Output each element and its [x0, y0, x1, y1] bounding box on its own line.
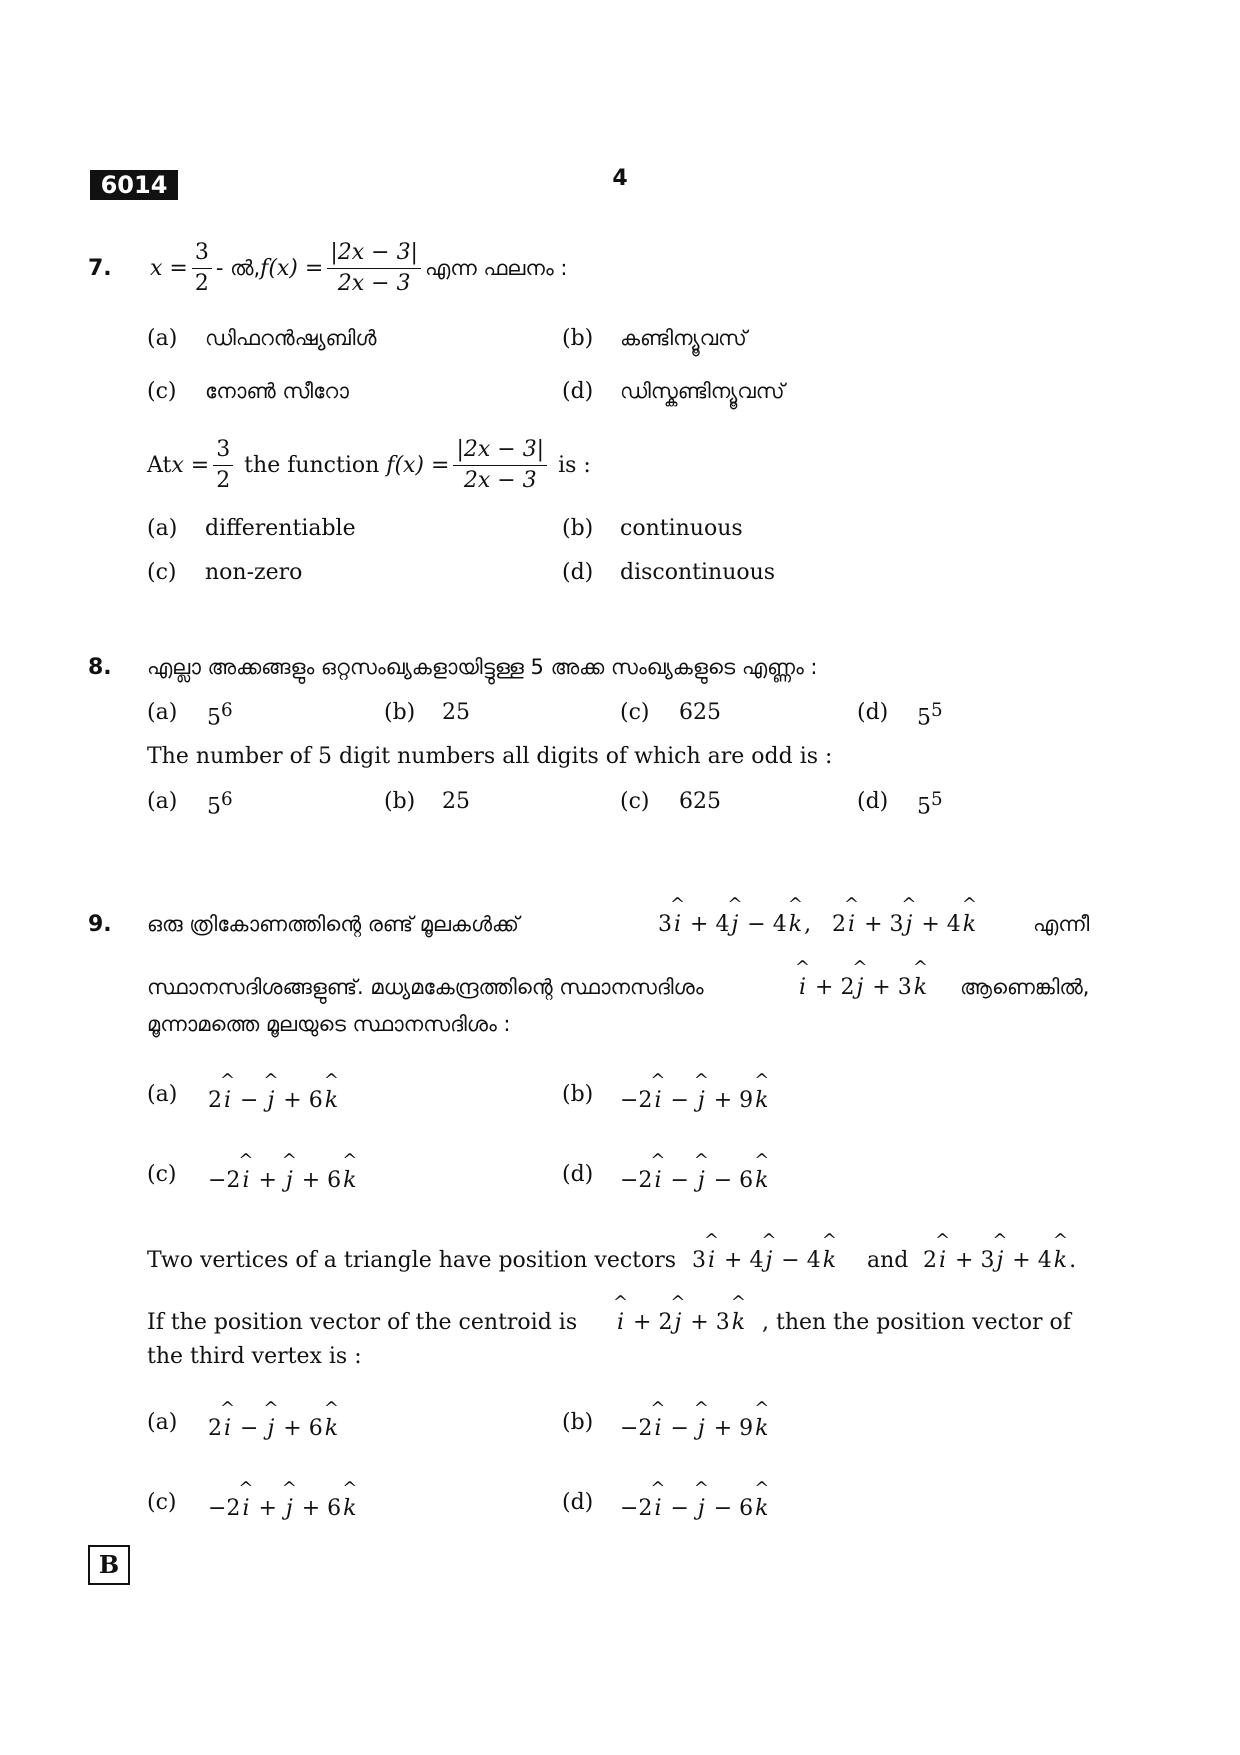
hat-k: ^ k — [753, 1088, 770, 1113]
q7-en-fx: f(x) = — [386, 452, 450, 478]
q8-ml-option-a-sup: 6 — [221, 700, 233, 721]
hat-j: ^ j — [696, 1496, 707, 1521]
page-number: 4 — [612, 166, 628, 191]
hat-i: ^ i — [222, 1416, 233, 1441]
q8-ml-option-c-label: (c) — [620, 700, 650, 725]
hat-k: ^ k — [912, 975, 929, 1000]
hat-j: ^ j — [763, 1248, 774, 1273]
q8-en-option-d — [917, 789, 943, 819]
hat-i: ^ i — [846, 912, 857, 937]
hat-i: ^ i — [615, 1310, 626, 1335]
q7-ml-option-d-label: (d) — [562, 379, 594, 404]
q9-ml-centroid: ^ i + 2^ j + 3^ k — [797, 975, 929, 1000]
hat-j: ^ j — [696, 1416, 707, 1441]
q7-ml-stem — [150, 238, 567, 298]
hat-k: ^ k — [753, 1416, 770, 1441]
q9-ml-option-c: −2^ i + ^ j + 6^ k — [208, 1168, 359, 1193]
q9-en-option-a: 2^ i − ^ j + 6^ k — [208, 1416, 340, 1441]
q9-en-option-b: −2^ i − ^ j + 9^ k — [620, 1416, 771, 1441]
q9-en-line1: Two vertices of a triangle have position vectors — [147, 1248, 677, 1273]
hat-k: ^ k — [961, 912, 978, 937]
q7-ml-func-den: 2x − 3 — [337, 270, 411, 296]
q9-ml-vectors: 3^ i + 4^ j − 4^ k, 2^ i + 3^ j + 4^ k — [658, 912, 978, 937]
q9-en-option-c: −2^ i + ^ j + 6^ k — [208, 1496, 359, 1521]
hat-j: ^ j — [265, 1416, 276, 1441]
q9-ml-option-b-label: (b) — [562, 1082, 594, 1107]
q7-en-mid: the function — [237, 452, 387, 478]
hat-j: ^ j — [696, 1168, 707, 1193]
hat-k: ^ k — [1052, 1248, 1069, 1273]
hat-i: ^ i — [652, 1496, 663, 1521]
q7-en-x: x = — [171, 452, 210, 478]
hat-i: ^ i — [222, 1088, 233, 1113]
hat-k: ^ k — [323, 1416, 340, 1441]
hat-k: ^ k — [753, 1168, 770, 1193]
q7-ml-function-fraction — [327, 238, 421, 299]
hat-i: ^ i — [240, 1496, 251, 1521]
hat-k: ^ k — [753, 1496, 770, 1521]
q8-en-option-b-label: (b) — [384, 789, 416, 814]
q8-en-option-d-sup: 5 — [931, 789, 943, 810]
q9-en-vector-2: 2^ i + 3^ j + 4^ k. — [923, 1248, 1076, 1273]
q7-en-tail: is : — [551, 452, 591, 478]
q8-ml-stem: എല്ലാ അക്കങ്ങളും ഒറ്റസംഖ്യകളായിട്ടുള്ള 5 അക്ക സംഖ്യകളുടെ എണ്ണം : — [147, 655, 818, 679]
hat-i: ^ i — [706, 1248, 717, 1273]
q7-en-option-c: non-zero — [205, 560, 303, 585]
q7-ml-option-b: കണ്ടിന്യൂവസ് — [620, 326, 747, 350]
q7-en-func-num: |2x − 3| — [453, 435, 547, 466]
q8-en-option-b: 25 — [442, 789, 470, 814]
q9-ml-option-a: 2^ i − ^ j + 6^ k — [208, 1088, 340, 1113]
hat-j: ^ j — [994, 1248, 1005, 1273]
q7-ml-fx: f(x) = — [260, 255, 324, 281]
hat-j: ^ j — [672, 1310, 683, 1335]
q8-ml-option-c: 625 — [679, 700, 721, 725]
q7-ml-tail: എന്ന ഫലനം : — [424, 255, 568, 280]
q8-ml-option-a-base: 5 — [207, 705, 221, 731]
q7-ml-option-b-label: (b) — [562, 326, 594, 351]
q8-en-option-d-label: (d) — [857, 789, 889, 814]
q7-ml-x: x = — [150, 255, 188, 281]
q8-en-option-a-sup: 6 — [221, 789, 233, 810]
hat-i: ^ i — [652, 1416, 663, 1441]
hat-k: ^ k — [730, 1310, 747, 1335]
q9-ml-line1: ഒരു ത്രികോണത്തിന്റെ രണ്ട് മൂലകൾക്ക് — [147, 912, 520, 936]
q9-ml-option-a-label: (a) — [147, 1082, 178, 1107]
q9-en-option-a-label: (a) — [147, 1410, 178, 1435]
hat-k: ^ k — [787, 912, 804, 937]
q8-en-option-a — [207, 789, 233, 819]
q9-ml-option-d: −2^ i − ^ j − 6^ k — [620, 1168, 771, 1193]
q7-en-function-fraction — [453, 435, 547, 496]
hat-j: ^ j — [265, 1088, 276, 1113]
q9-en-line2b: , then the position vector of — [762, 1310, 1071, 1335]
q9-ml-option-d-label: (d) — [562, 1162, 594, 1187]
q7-en-func-den: 2x − 3 — [463, 467, 537, 493]
q7-en-option-a-label: (a) — [147, 516, 178, 541]
question-number-8: 8. — [88, 655, 112, 680]
hat-k: ^ k — [821, 1248, 838, 1273]
q8-en-stem: The number of 5 digit numbers all digits of which are odd is : — [147, 744, 833, 769]
q7-ml-option-d: ഡിസ്കണ്ടിന്യൂവസ് — [620, 379, 785, 403]
q9-en-and: and — [867, 1248, 909, 1273]
q7-ml-frac-den: 2 — [194, 270, 209, 296]
hat-i: ^ i — [652, 1168, 663, 1193]
hat-k: ^ k — [341, 1168, 358, 1193]
q7-en-frac-den: 2 — [216, 467, 231, 493]
q7-en-option-c-label: (c) — [147, 560, 177, 585]
q8-en-option-c-label: (c) — [620, 789, 650, 814]
hat-i: ^ i — [797, 975, 808, 1000]
hat-j: ^ j — [284, 1168, 295, 1193]
hat-j: ^ j — [904, 912, 915, 937]
q8-en-option-d-base: 5 — [917, 794, 931, 820]
q7-en-option-a: differentiable — [205, 516, 356, 541]
q7-ml-frac-num: 3 — [192, 238, 212, 269]
hat-i: ^ i — [652, 1088, 663, 1113]
q8-ml-option-d-base: 5 — [917, 705, 931, 731]
q9-ml-line2: സ്ഥാനസദിശങ്ങളുണ്ട്. മധ്യമകേന്ദ്രത്തിന്റെ സ്ഥാനസദിശം — [147, 975, 704, 999]
q9-en-option-b-label: (b) — [562, 1410, 594, 1435]
q9-en-option-d: −2^ i − ^ j − 6^ k — [620, 1496, 771, 1521]
question-number-9: 9. — [88, 912, 112, 937]
q7-en-option-b-label: (b) — [562, 516, 594, 541]
q7-en-option-d: discontinuous — [620, 560, 776, 585]
q7-en-option-d-label: (d) — [562, 560, 594, 585]
hat-j: ^ j — [284, 1496, 295, 1521]
q8-ml-option-a-label: (a) — [147, 700, 178, 725]
hat-i: ^ i — [672, 912, 683, 937]
q7-ml-option-a: ഡിഫറൻഷ്യബിൾ — [205, 326, 377, 350]
q9-en-line3: the third vertex is : — [147, 1344, 362, 1369]
q9-en-centroid: ^ i + 2^ j + 3^ k — [615, 1310, 747, 1335]
q8-ml-option-d — [917, 700, 943, 730]
q8-ml-option-b: 25 — [442, 700, 470, 725]
q8-ml-option-d-sup: 5 — [931, 700, 943, 721]
q9-en-line2a: If the position vector of the centroid is — [147, 1310, 578, 1335]
hat-j: ^ j — [729, 912, 740, 937]
hat-j: ^ j — [696, 1088, 707, 1113]
q7-ml-option-c: നോൺ സീറോ — [205, 379, 349, 403]
q7-en-option-b: continuous — [620, 516, 743, 541]
q9-ml-option-c-label: (c) — [147, 1162, 177, 1187]
q9-ml-line1-tail: എന്നീ — [1033, 912, 1090, 936]
q8-en-option-a-base: 5 — [207, 794, 221, 820]
q7-ml-suffix: - ൽ, — [215, 255, 261, 280]
question-number-7: 7. — [88, 256, 112, 281]
hat-k: ^ k — [341, 1496, 358, 1521]
q9-ml-line2-tail: ആണെങ്കിൽ, — [960, 975, 1090, 999]
q8-en-options — [147, 789, 997, 825]
q7-en-frac-num: 3 — [213, 435, 233, 466]
q8-en-option-c: 625 — [679, 789, 721, 814]
q7-ml-fraction — [192, 238, 212, 299]
q8-ml-option-b-label: (b) — [384, 700, 416, 725]
q8-ml-options — [147, 700, 997, 736]
hat-i: ^ i — [240, 1168, 251, 1193]
paper-code-badge: 6014 — [90, 170, 178, 200]
q7-en-stem — [147, 435, 591, 495]
hat-j: ^ j — [854, 975, 865, 1000]
q8-ml-option-d-label: (d) — [857, 700, 889, 725]
q7-en-fraction — [213, 435, 233, 496]
q7-ml-option-a-label: (a) — [147, 326, 178, 351]
q9-en-vector-1: 3^ i + 4^ j − 4^ k — [692, 1248, 838, 1273]
q9-en-option-c-label: (c) — [147, 1490, 177, 1515]
q8-en-option-a-label: (a) — [147, 789, 178, 814]
set-label-box: B — [88, 1545, 130, 1585]
q9-ml-line3: മൂന്നാമത്തെ മൂലയുടെ സ്ഥാനസദിശം : — [147, 1012, 511, 1036]
hat-k: ^ k — [323, 1088, 340, 1113]
q9-en-option-d-label: (d) — [562, 1490, 594, 1515]
q8-ml-option-a — [207, 700, 233, 730]
q7-en-at: At — [147, 452, 172, 478]
q9-ml-option-b: −2^ i − ^ j + 9^ k — [620, 1088, 771, 1113]
q7-ml-option-c-label: (c) — [147, 379, 177, 404]
hat-i: ^ i — [937, 1248, 948, 1273]
q7-ml-func-num: |2x − 3| — [327, 238, 421, 269]
